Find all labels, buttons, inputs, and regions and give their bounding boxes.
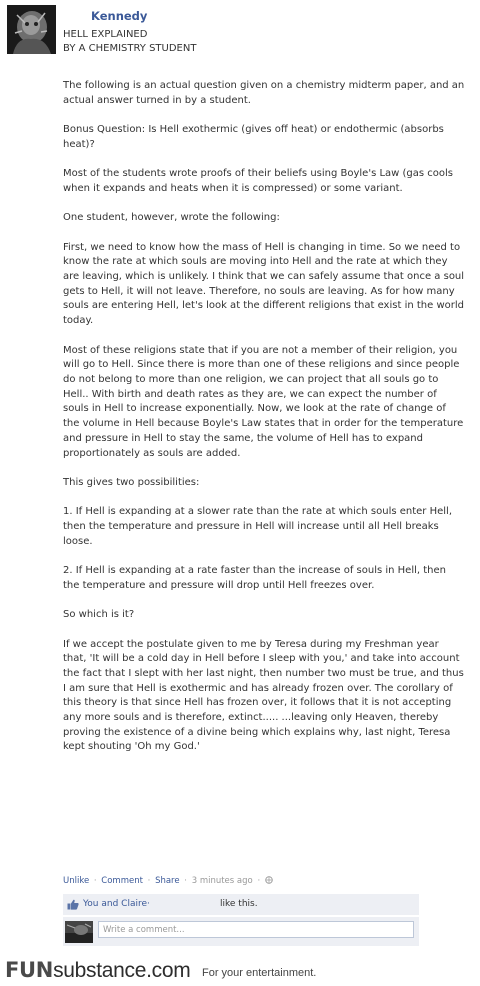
post-header-line-2: BY A CHEMISTRY STUDENT (63, 43, 197, 54)
brand-rest-text: substance.com (53, 959, 191, 982)
timestamp-link[interactable]: 3 minutes ago (191, 876, 253, 886)
post-paragraph: Most of these religions state that if you are not a member of their religion, you will go to Hell. Since there is more than one of these religions and since people do not belong to more than one religion, we can project that all souls go to Hell.. With birth and death rates as they are, we can expect the number of souls in Hell to increase exponentially. Now, we look at the rate of change of the volume in Hell because Boyle's Law states that in order for the temperature and pressure in Hell to stay the same, the volume of Hell has to expand proportionately as souls are added. (63, 344, 464, 459)
privacy-globe-icon[interactable] (265, 876, 273, 886)
site-footer (0, 956, 480, 986)
likes-suffix-text: like this. (220, 899, 258, 909)
footer-tagline: For your entertainment. (202, 967, 317, 979)
share-link[interactable]: Share (155, 876, 180, 886)
comment-link[interactable]: Comment (101, 876, 143, 886)
post-paragraph: First, we need to know how the mass of Hell is changing in time. So we need to know the rate at which souls are moving into Hell and the rate at which they are leaving, which is unlikely. I think that we can safely assume that once a soul gets to Hell, it will not leave. Therefore, no souls are leaving. As for how many souls are entering Hell, let's look at the different religions that exist in the world today. (63, 241, 465, 327)
post-paragraph: This gives two possibilities: (63, 476, 200, 488)
post-actions-bar (63, 876, 273, 886)
commenter-avatar (65, 921, 93, 943)
comment-composer (63, 917, 419, 946)
post-paragraph: One student, however, wrote the following: (63, 212, 280, 224)
unlike-link[interactable]: Unlike (63, 876, 90, 886)
liked-by-names-link[interactable]: You and Claire· (83, 899, 150, 909)
post-paragraph: 1. If Hell is expanding at a slower rate than the rate at which souls enter Hell, then the temperature and pressure in Hell will increase until all Hell breaks loose. (63, 506, 453, 547)
separator: · (93, 876, 97, 886)
author-name-link[interactable]: Kennedy (91, 9, 148, 23)
post-paragraph: Bonus Question: Is Hell exothermic (gives off heat) or endothermic (absorbs heat)? (63, 124, 444, 150)
post-paragraph: The following is an actual question given on a chemistry midterm paper, and an actual answer turned in by a student. (63, 80, 465, 106)
post-paragraph: So which is it? (63, 609, 135, 621)
separator: · (184, 876, 187, 886)
post-header-line-1: HELL EXPLAINED (63, 29, 148, 40)
thumbs-up-icon (67, 899, 79, 913)
post-paragraph: Most of the students wrote proofs of their beliefs using Boyle's Law (gas cools when it expands and heats when it is compressed) or some variant. (63, 168, 454, 194)
comment-input[interactable]: Write a comment... (98, 921, 414, 938)
likes-summary (63, 894, 419, 915)
separator: · (257, 876, 261, 886)
separator: · (147, 876, 151, 886)
post-body (63, 79, 465, 770)
avatar[interactable] (7, 5, 56, 54)
funsubstance-logo[interactable] (5, 958, 190, 983)
post-paragraph: 2. If Hell is expanding at a rate faster than the increase of souls in Hell, then the temperature and pressure will drop until Hell freezes over. (63, 565, 446, 591)
post-paragraph: If we accept the postulate given to me by Teresa during my Freshman year that, 'It will be a cold day in Hell before I sleep with you,' and take into account the fact that I slept with her last night, then number two must be true, and thus I am sure that Hell is exothermic and has already frozen over. The corollary of this theory is that since Hell has frozen over, it follows that it is not accepting any more souls and is therefore, extinct..... ...leaving only Heaven, thereby proving the existence of a divine being which explains why, last night, Teresa kept shouting 'Oh my God.' (63, 638, 464, 753)
brand-fun-text: FUN (5, 958, 54, 982)
